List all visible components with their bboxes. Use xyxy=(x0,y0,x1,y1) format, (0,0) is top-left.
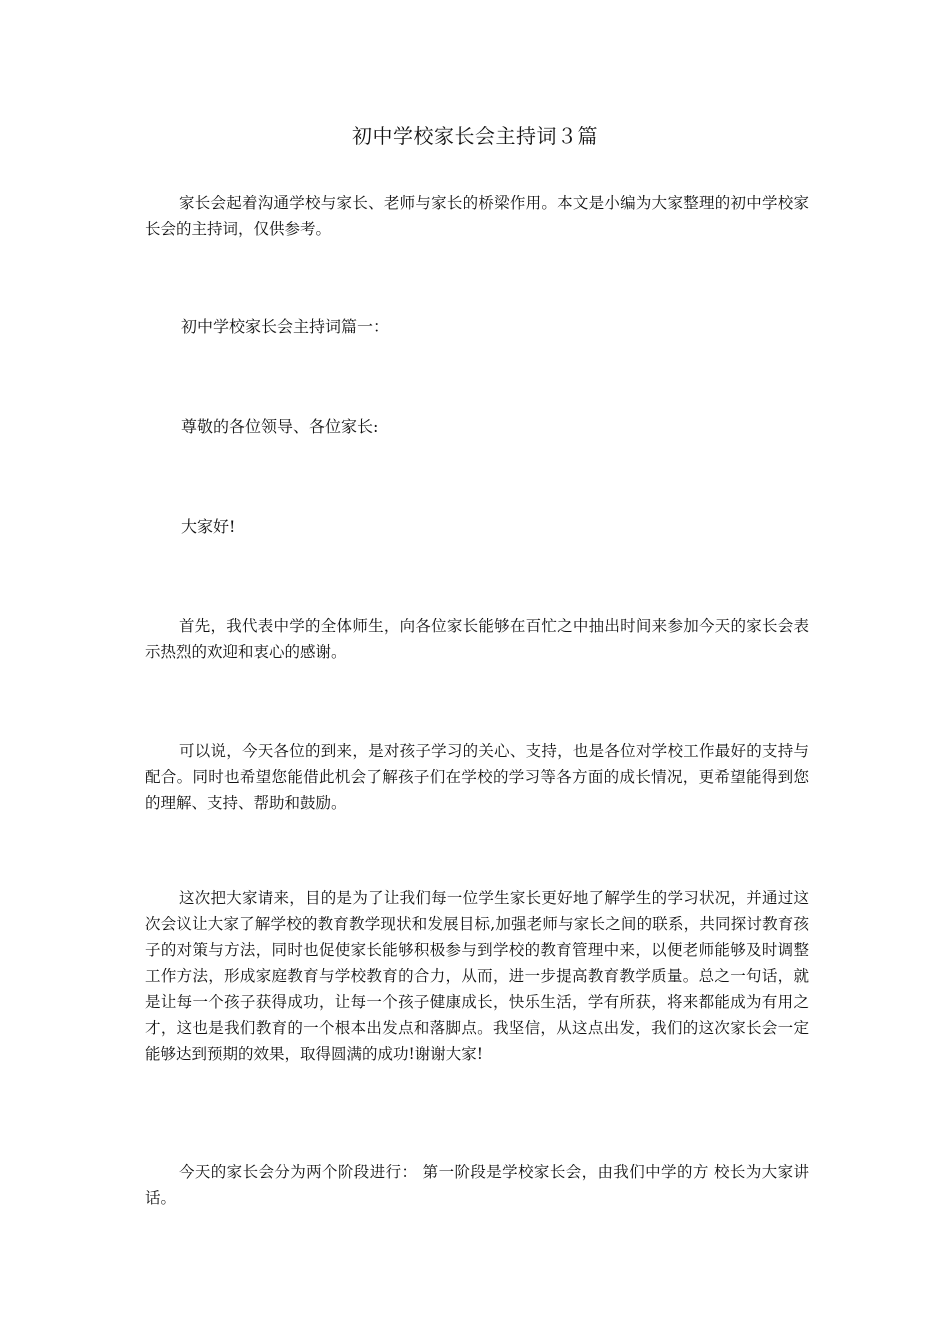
body-paragraph: 这次把大家请来，目的是为了让我们每一位学生家长更好地了解学生的学习状况，并通过这次会议让大家了解学校的教育教学现状和发展目标,加强老师与家长之间的联系，共同探讨教育孩子的对策与方法，同时也促使家长能够积极参与到学校的教育管理中来，以便老师能够及时调整工作方法，形成家庭教育与学校教育的合力，从而，进一步提高教育教学质量。总之一句话，就是让每一个孩子获得成功，让每一个孩子健康成长，快乐生活，学有所获，将来都能成为有用之才，这也是我们教育的一个根本出发点和落脚点。我坚信，从这点出发，我们的这次家长会一定能够达到预期的效果，取得圆满的成功!谢谢大家! xyxy=(145,889,809,1063)
body-paragraph: 首先，我代表中学的全体师生，向各位家长能够在百忙之中抽出时间来参加今天的家长会表示热烈的欢迎和衷心的感谢。 xyxy=(145,617,809,661)
greeting-line: 尊敬的各位领导、各位家长: xyxy=(181,417,379,436)
body-paragraph: 今天的家长会分为两个阶段进行： 第一阶段是学校家长会，由我们中学的方 校长为大家讲话。 xyxy=(145,1163,809,1207)
body-paragraph: 可以说，今天各位的到来，是对孩子学习的关心、支持，也是各位对学校工作最好的支持与配合。同时也希望您能借此机会了解孩子们在学校的学习等各方面的成长情况，更希望能得到您的理解、支持、帮助和鼓励。 xyxy=(145,742,809,812)
document-title: 初中学校家长会主持词３篇 xyxy=(352,124,598,148)
section-heading: 初中学校家长会主持词篇一： xyxy=(181,317,390,336)
hello-line: 大家好! xyxy=(181,517,236,536)
intro-paragraph: 家长会起着沟通学校与家长、老师与家长的桥梁作用。本文是小编为大家整理的初中学校家长会的主持词，仅供参考。 xyxy=(145,194,809,238)
